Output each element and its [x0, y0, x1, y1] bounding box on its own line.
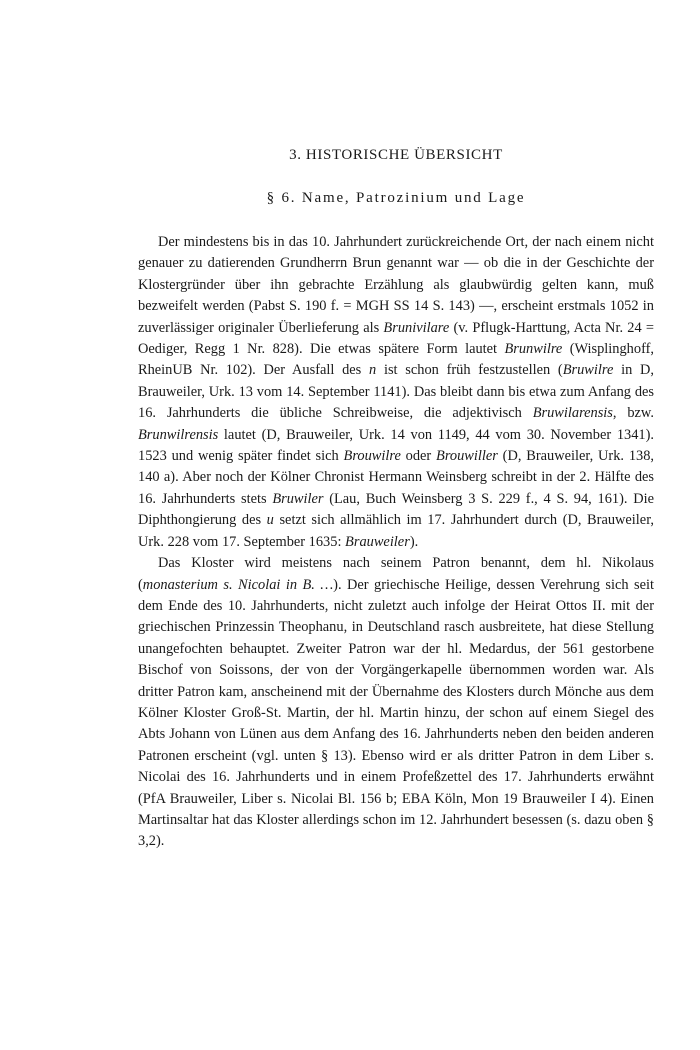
- section-heading: § 6. Name, Patrozinium und Lage: [266, 190, 526, 206]
- italic-term: u: [266, 512, 274, 529]
- chapter-heading: 3. HISTORISCHE ÜBERSICHT: [289, 147, 503, 163]
- text-run: (v. Pflugk-Harttung, Acta Nr. 24 = Oediger, Regg 1 Nr. 828). Die etwas spätere Form lautet: [138, 319, 654, 358]
- text-run: lautet (D, Brauweiler, Urk. 14 von 1149, 44 vom 30. November 1341). 1523 und wenig später findet sich: [138, 426, 654, 465]
- italic-term: Brunwilrensis: [138, 426, 219, 443]
- paragraph-patrozinium: [138, 553, 654, 853]
- text-run: , bzw.: [612, 405, 654, 422]
- italic-term: Brunivilare: [383, 319, 450, 336]
- body-text: [138, 232, 654, 853]
- italic-term: Brouwiller: [436, 448, 498, 465]
- text-run: (D, Brauweiler, Urk. 138, 140 a). Aber noch der Kölner Chronist Hermann Weinsberg schreibt in der 2. Hälfte des 16. Jahrhunderts stets: [138, 448, 655, 507]
- text-run: Der mindestens bis in das 10. Jahrhundert zurückreichende Ort, der nach einem nicht genauer zu datierenden Grundherrn Brun genannt war — ob die in der Geschichte der Klostergründer über ihn gebrachte Erzählung als glaubwürdig gelten kann, muß bezweifelt werden (Pabst S. 190 f. = MGH SS 14 S. 143) —, erscheint erstmals 1052 in zuverlässiger originaler Überlieferung als: [138, 234, 654, 336]
- text-run: oder: [400, 448, 437, 465]
- italic-term: Bruwiler: [272, 490, 324, 507]
- text-run: ist schon früh festzustellen (: [376, 362, 563, 379]
- paragraph-name: [138, 232, 654, 553]
- text-run: in D, Brauweiler, Urk. 13 vom 14. September 1141). Das bleibt dann bis etwa zum Anfang des 16. Jahrhunderts die übliche Schreibweise, die adjektivisch: [138, 362, 654, 422]
- text-run: setzt sich allmählich im 17. Jahrhundert durch (D, Brauweiler, Urk. 228 vom 17. September 1635:: [138, 512, 655, 550]
- text-run: (Wisplinghoff, RheinUB Nr. 102). Der Ausfall des: [138, 341, 654, 379]
- text-run: (Lau, Buch Weinsberg 3 S. 229 f., 4 S. 94, 161). Die Diphthongierung des: [138, 490, 654, 529]
- italic-term: Brauweiler: [345, 533, 410, 550]
- text-run: Das Kloster wird meistens nach seinem Patron benannt, dem hl. Nikolaus (: [138, 555, 654, 593]
- text-run: ).: [409, 533, 419, 550]
- italic-term: Brouwilre: [343, 448, 401, 465]
- italic-term: n: [369, 362, 377, 379]
- italic-term: Bruwilarensis: [532, 405, 613, 422]
- italic-term: Bruwilre: [562, 362, 614, 379]
- italic-term: Brunwilre: [504, 341, 563, 358]
- text-run: ). Der griechische Heilige, dessen Verehrung sich seit dem Ende des 10. Jahrhunderts, nicht zuletzt auch infolge der Heirat Ottos II. mit der griechischen Prinzessin Theophanu, in Deutschland rasch ausbreitete, hat diese Stellung unangefochten behauptet. Zweiter Patron war der hl. Medardus, der 561 gestorbene Bischof von Soissons, der von der Vorgängerkapelle übernommen worden war. Als dritter Patron kam, anscheinend mit der Übernahme des Klosters durch Mönche aus dem Kölner Kloster Groß-St. Martin, der hl. Martin hinzu, der schon auf einem Siegel des Abts Johann von Lünen aus dem Anfang des 16. Jahrhunderts neben den beiden anderen Patronen erscheint (vgl. unten § 13). Ebenso wird er als dritter Patron in dem Liber s. Nicolai des 16. Jahrhunderts und in einem Profeßzettel des 17. Jahrhunderts erwähnt (PfA Brauweiler, Liber s. Nicolai Bl. 156 b; EBA Köln, Mon 19 Brauweiler I 4). Einen Martinsaltar hat das Kloster allerdings schon im 12. Jahrhundert besessen (s. dazu oben § 3,2).: [138, 576, 654, 850]
- italic-term: monasterium s. Nicolai in B. …: [142, 576, 334, 593]
